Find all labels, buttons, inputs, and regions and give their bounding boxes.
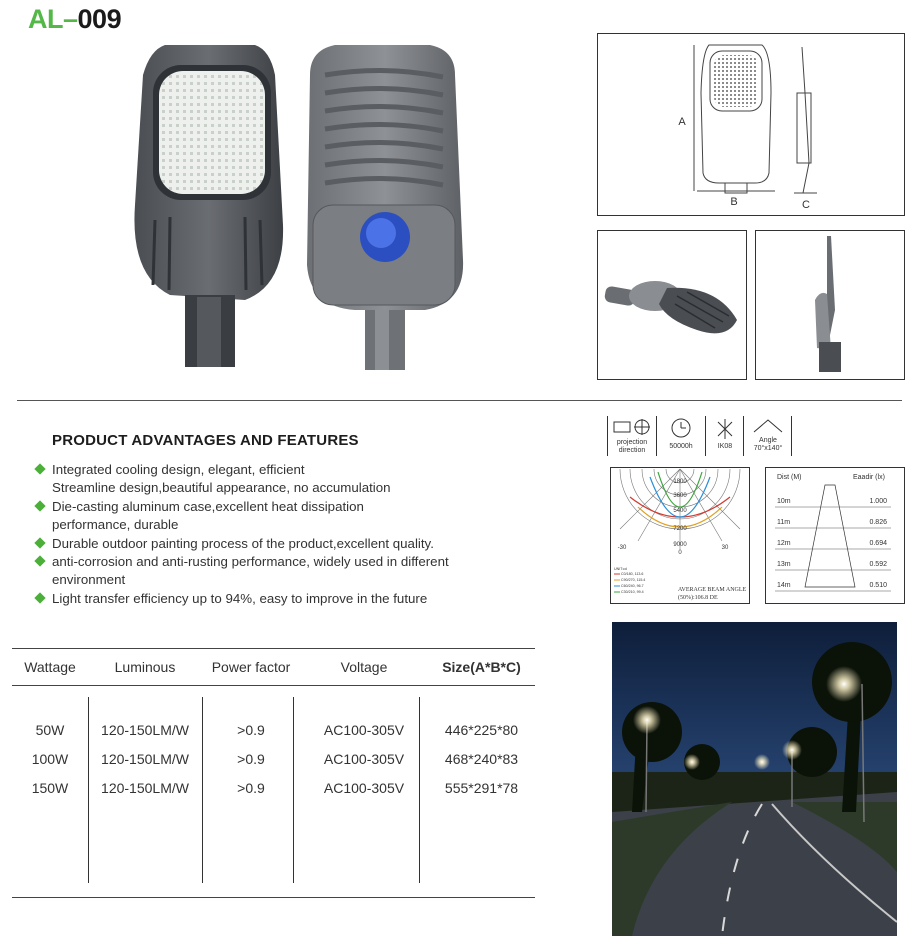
cell-wattage: 150W xyxy=(31,779,69,796)
model-prefix: AL xyxy=(28,4,63,34)
side-view-photo xyxy=(755,230,903,378)
lux-header: Eaadir (lx) xyxy=(853,474,885,481)
right-angle-label: 30 xyxy=(721,545,729,551)
feature-item: Integrated cooling design, elegant, efficient Streamline design,beautiful appearance, no accumulation xyxy=(34,461,474,498)
cell-luminous: 120-150LM/W xyxy=(101,779,189,796)
table-divider xyxy=(88,697,89,883)
lux-value: 0.592 xyxy=(869,561,887,568)
feature-item: Durable outdoor painting process of the product,excellent quality. xyxy=(34,535,474,553)
cell-size: 446*225*80 xyxy=(444,721,519,738)
ring-label: 5400 xyxy=(673,508,687,514)
lux-value: 0.510 xyxy=(869,582,887,589)
cell-power-factor: >0.9 xyxy=(237,750,265,767)
section-divider xyxy=(17,400,902,401)
table-bottom-rule xyxy=(12,897,535,898)
header-wattage: Wattage xyxy=(12,649,88,686)
header-luminous: Luminous xyxy=(88,649,202,686)
dist-header: Dist (M) xyxy=(777,474,802,481)
ring-label: 9000 xyxy=(673,542,687,548)
header-power-factor: Power factor xyxy=(202,649,300,686)
cell-size: 468*240*83 xyxy=(444,750,519,767)
lifespan-clock-icon: 50000h xyxy=(657,416,706,456)
cell-voltage: AC100-305V xyxy=(323,779,405,796)
cell-luminous: 120-150LM/W xyxy=(101,750,189,767)
spec-header-row xyxy=(12,649,535,686)
feature-item: anti-corrosion and anti-rusting performance, widely used in different environment xyxy=(34,553,474,590)
legend-title: UNIT:cd xyxy=(614,567,627,571)
dimension-label-a: A xyxy=(678,116,686,128)
lux-value: 1.000 xyxy=(869,498,887,505)
spec-table xyxy=(12,648,535,802)
beam-angle-caption: (50%):106.8 DE xyxy=(678,595,718,601)
cell-voltage: AC100-305V xyxy=(323,750,405,767)
product-model-title xyxy=(28,4,121,35)
legend-item: C90/270, 115.4 xyxy=(621,578,646,582)
advantages-title: PRODUCT ADVANTAGES AND FEATURES xyxy=(52,432,359,449)
beam-angle-icon: Angle 70°x140° xyxy=(745,416,792,456)
model-number: 009 xyxy=(77,4,122,34)
polar-distribution-chart xyxy=(610,467,748,602)
cell-luminous: 120-150LM/W xyxy=(101,721,189,738)
cell-wattage: 50W xyxy=(35,721,65,738)
model-dash: – xyxy=(63,4,78,34)
product-photos xyxy=(125,45,470,375)
features-list xyxy=(34,461,474,608)
dist-value: 14m xyxy=(777,582,791,589)
lux-value: 0.694 xyxy=(869,540,887,547)
table-row xyxy=(12,715,535,744)
table-row xyxy=(12,773,535,802)
header-voltage: Voltage xyxy=(300,649,428,686)
dist-value: 11m xyxy=(777,519,791,526)
back-view-photo xyxy=(307,45,463,370)
angled-view-photo xyxy=(597,230,745,378)
cell-size: 555*291*78 xyxy=(444,779,519,796)
dist-value: 10m xyxy=(777,498,791,505)
ring-label: 1800 xyxy=(673,479,687,485)
dimension-label-c: C xyxy=(802,199,810,211)
legend-item: C30/210, 99.4 xyxy=(621,590,644,594)
cell-voltage: AC100-305V xyxy=(323,721,405,738)
left-angle-label: -30 xyxy=(617,545,627,551)
dist-value: 13m xyxy=(777,561,791,568)
beam-angle-caption: AVERAGE BEAM ANGLE xyxy=(678,587,747,593)
legend-item: C60/240, 96.7 xyxy=(621,584,644,588)
projection-direction-icon: projection direction xyxy=(607,416,657,456)
cell-wattage: 100W xyxy=(31,750,69,767)
dimension-label-b: B xyxy=(730,196,738,208)
table-divider xyxy=(202,697,203,883)
ring-label: 3600 xyxy=(673,493,687,499)
night-street-photo xyxy=(612,622,897,936)
table-divider xyxy=(293,697,294,883)
header-size: Size(A*B*C) xyxy=(428,649,535,686)
front-view-photo xyxy=(134,45,283,367)
feature-item: Light transfer efficiency up to 94%, easy to improve in the future xyxy=(34,590,474,608)
cell-power-factor: >0.9 xyxy=(237,779,265,796)
legend-item: C0/180, 113.6 xyxy=(621,572,644,576)
lux-value: 0.826 xyxy=(869,519,887,526)
ring-label: 7200 xyxy=(673,526,687,532)
dist-value: 12m xyxy=(777,540,791,547)
table-row xyxy=(12,744,535,773)
feature-item: Die-casting aluminum case,excellent heat dissipation performance, durable xyxy=(34,498,474,535)
impact-ik08-icon: IK08 xyxy=(707,416,744,456)
dimension-drawing xyxy=(597,33,903,214)
table-divider xyxy=(419,697,420,883)
illuminance-diagram xyxy=(765,467,903,602)
cell-power-factor: >0.9 xyxy=(237,721,265,738)
zero-label: 0 xyxy=(678,550,682,556)
